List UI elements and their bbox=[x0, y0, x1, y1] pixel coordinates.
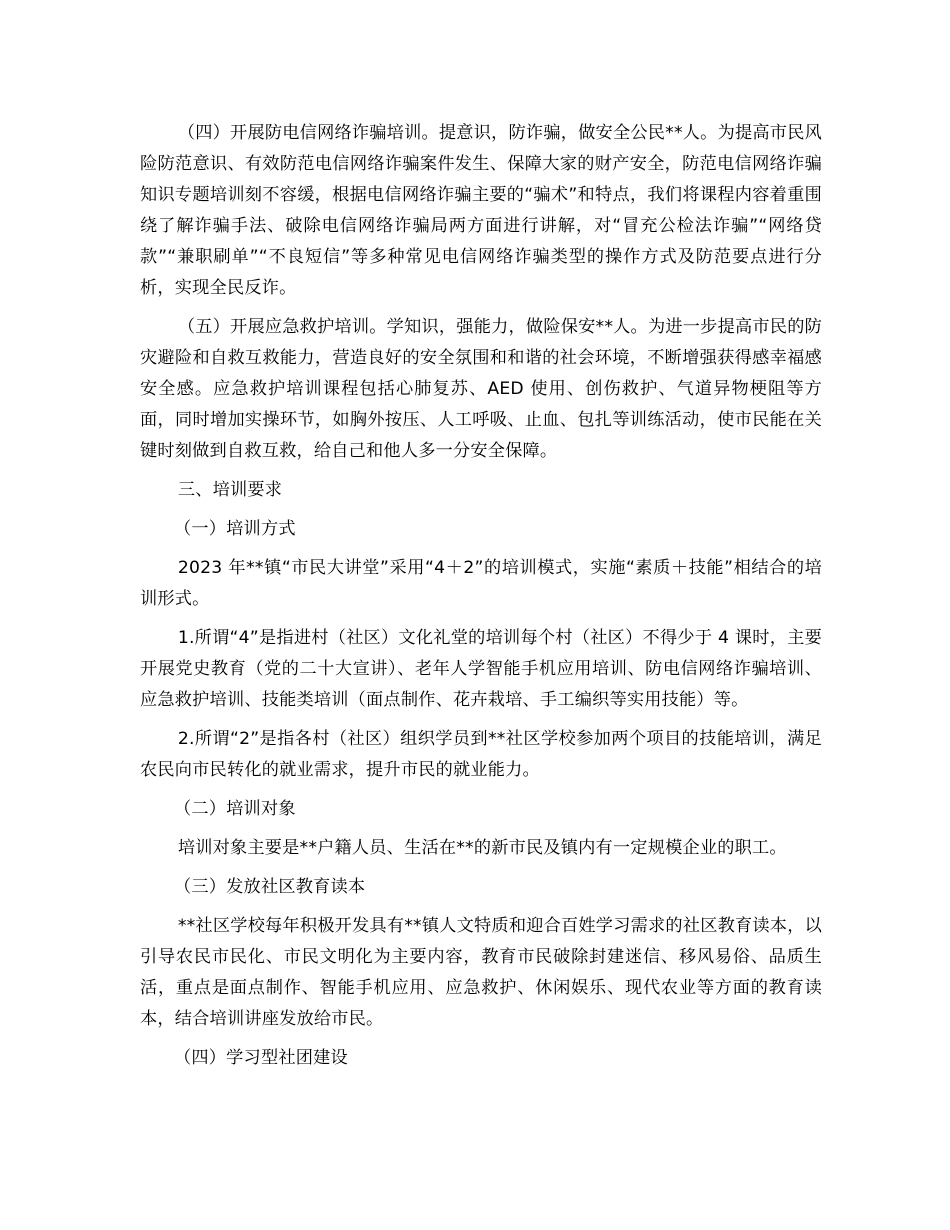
paragraph-anti-fraud-training: （四）开展防电信网络诈骗培训。提意识，防诈骗，做安全公民**人。为提高市民风险防范意识、有效防范电信网络诈骗案件发生、保障大家的财产安全，防范电信网络诈骗知识专题培训刻不容缓，根据电信网络诈骗主要的“骗术”和特点，我们将课程内容着重围绕了解诈骗手法、破除电信网络诈骗局两方面进行讲解，对“冒充公检法诈骗”“网络贷款”“兼职刷单”“不良短信”等多种常见电信网络诈骗类型的操作方式及防范要点进行分析，实现全民反诈。 bbox=[140, 123, 822, 298]
paragraph-emergency-rescue-training: （五）开展应急救护培训。学知识，强能力，做险保安**人。为进一步提高市民的防灾避险和自救互救能力，营造良好的安全氛围和和谐的社会环境，不断增强获得感幸福感安全感。应急救护培训课程包括心肺复苏、AED 使用、创伤救护、气道异物梗阻等方面，同时增加实操环节，如胸外按压、人工呼吸、止血、包扎等训练活动，使市民能在关键时刻做到自救互救，给自己和他人多一分安全保障。 bbox=[140, 317, 822, 461]
paragraph-item-2: 2.所谓“2”是指各村（社区）组织学员到**社区学校参加两个项目的技能培训，满足农民向市民转化的就业需求，提升市民的就业能力。 bbox=[140, 729, 822, 780]
paragraph-training-model: 2023 年**镇“市民大讲堂”采用“4＋2”的培训模式，实施“素质＋技能”相结合的培训形式。 bbox=[140, 558, 822, 609]
subheading-training-targets: （二）培训对象 bbox=[174, 799, 296, 819]
subheading-learning-societies: （四）学习型社团建设 bbox=[174, 1048, 348, 1068]
section-heading-training-requirements: 三、培训要求 bbox=[177, 480, 283, 500]
subheading-education-reader: （三）发放社区教育读本 bbox=[174, 877, 366, 897]
paragraph-item-4: 1.所谓“4”是指进村（社区）文化礼堂的培训每个村（社区）不得少于 4 课时，主要开展党史教育（党的二十大宣讲）、老年人学智能手机应用培训、防电信网络诈骗培训、应急救护培训、技能类培训（面点制作、花卉栽培、手工编织等实用技能）等。 bbox=[140, 628, 822, 710]
document-body bbox=[140, 118, 822, 1074]
paragraph-training-targets: 培训对象主要是**户籍人员、生活在**的新市民及镇内有一定规模企业的职工。 bbox=[177, 838, 787, 858]
paragraph-education-reader: **社区学校每年积极开发具有**镇人文特质和迎合百姓学习需求的社区教育读本，以引导农民市民化、市民文明化为主要内容，教育市民破除封建迷信、移风易俗、品质生活，重点是面点制作、智能手机应用、应急救护、休闲娱乐、现代农业等方面的教育读本，结合培训讲座发放给市民。 bbox=[140, 916, 822, 1029]
subheading-training-method: （一）培训方式 bbox=[174, 519, 296, 539]
